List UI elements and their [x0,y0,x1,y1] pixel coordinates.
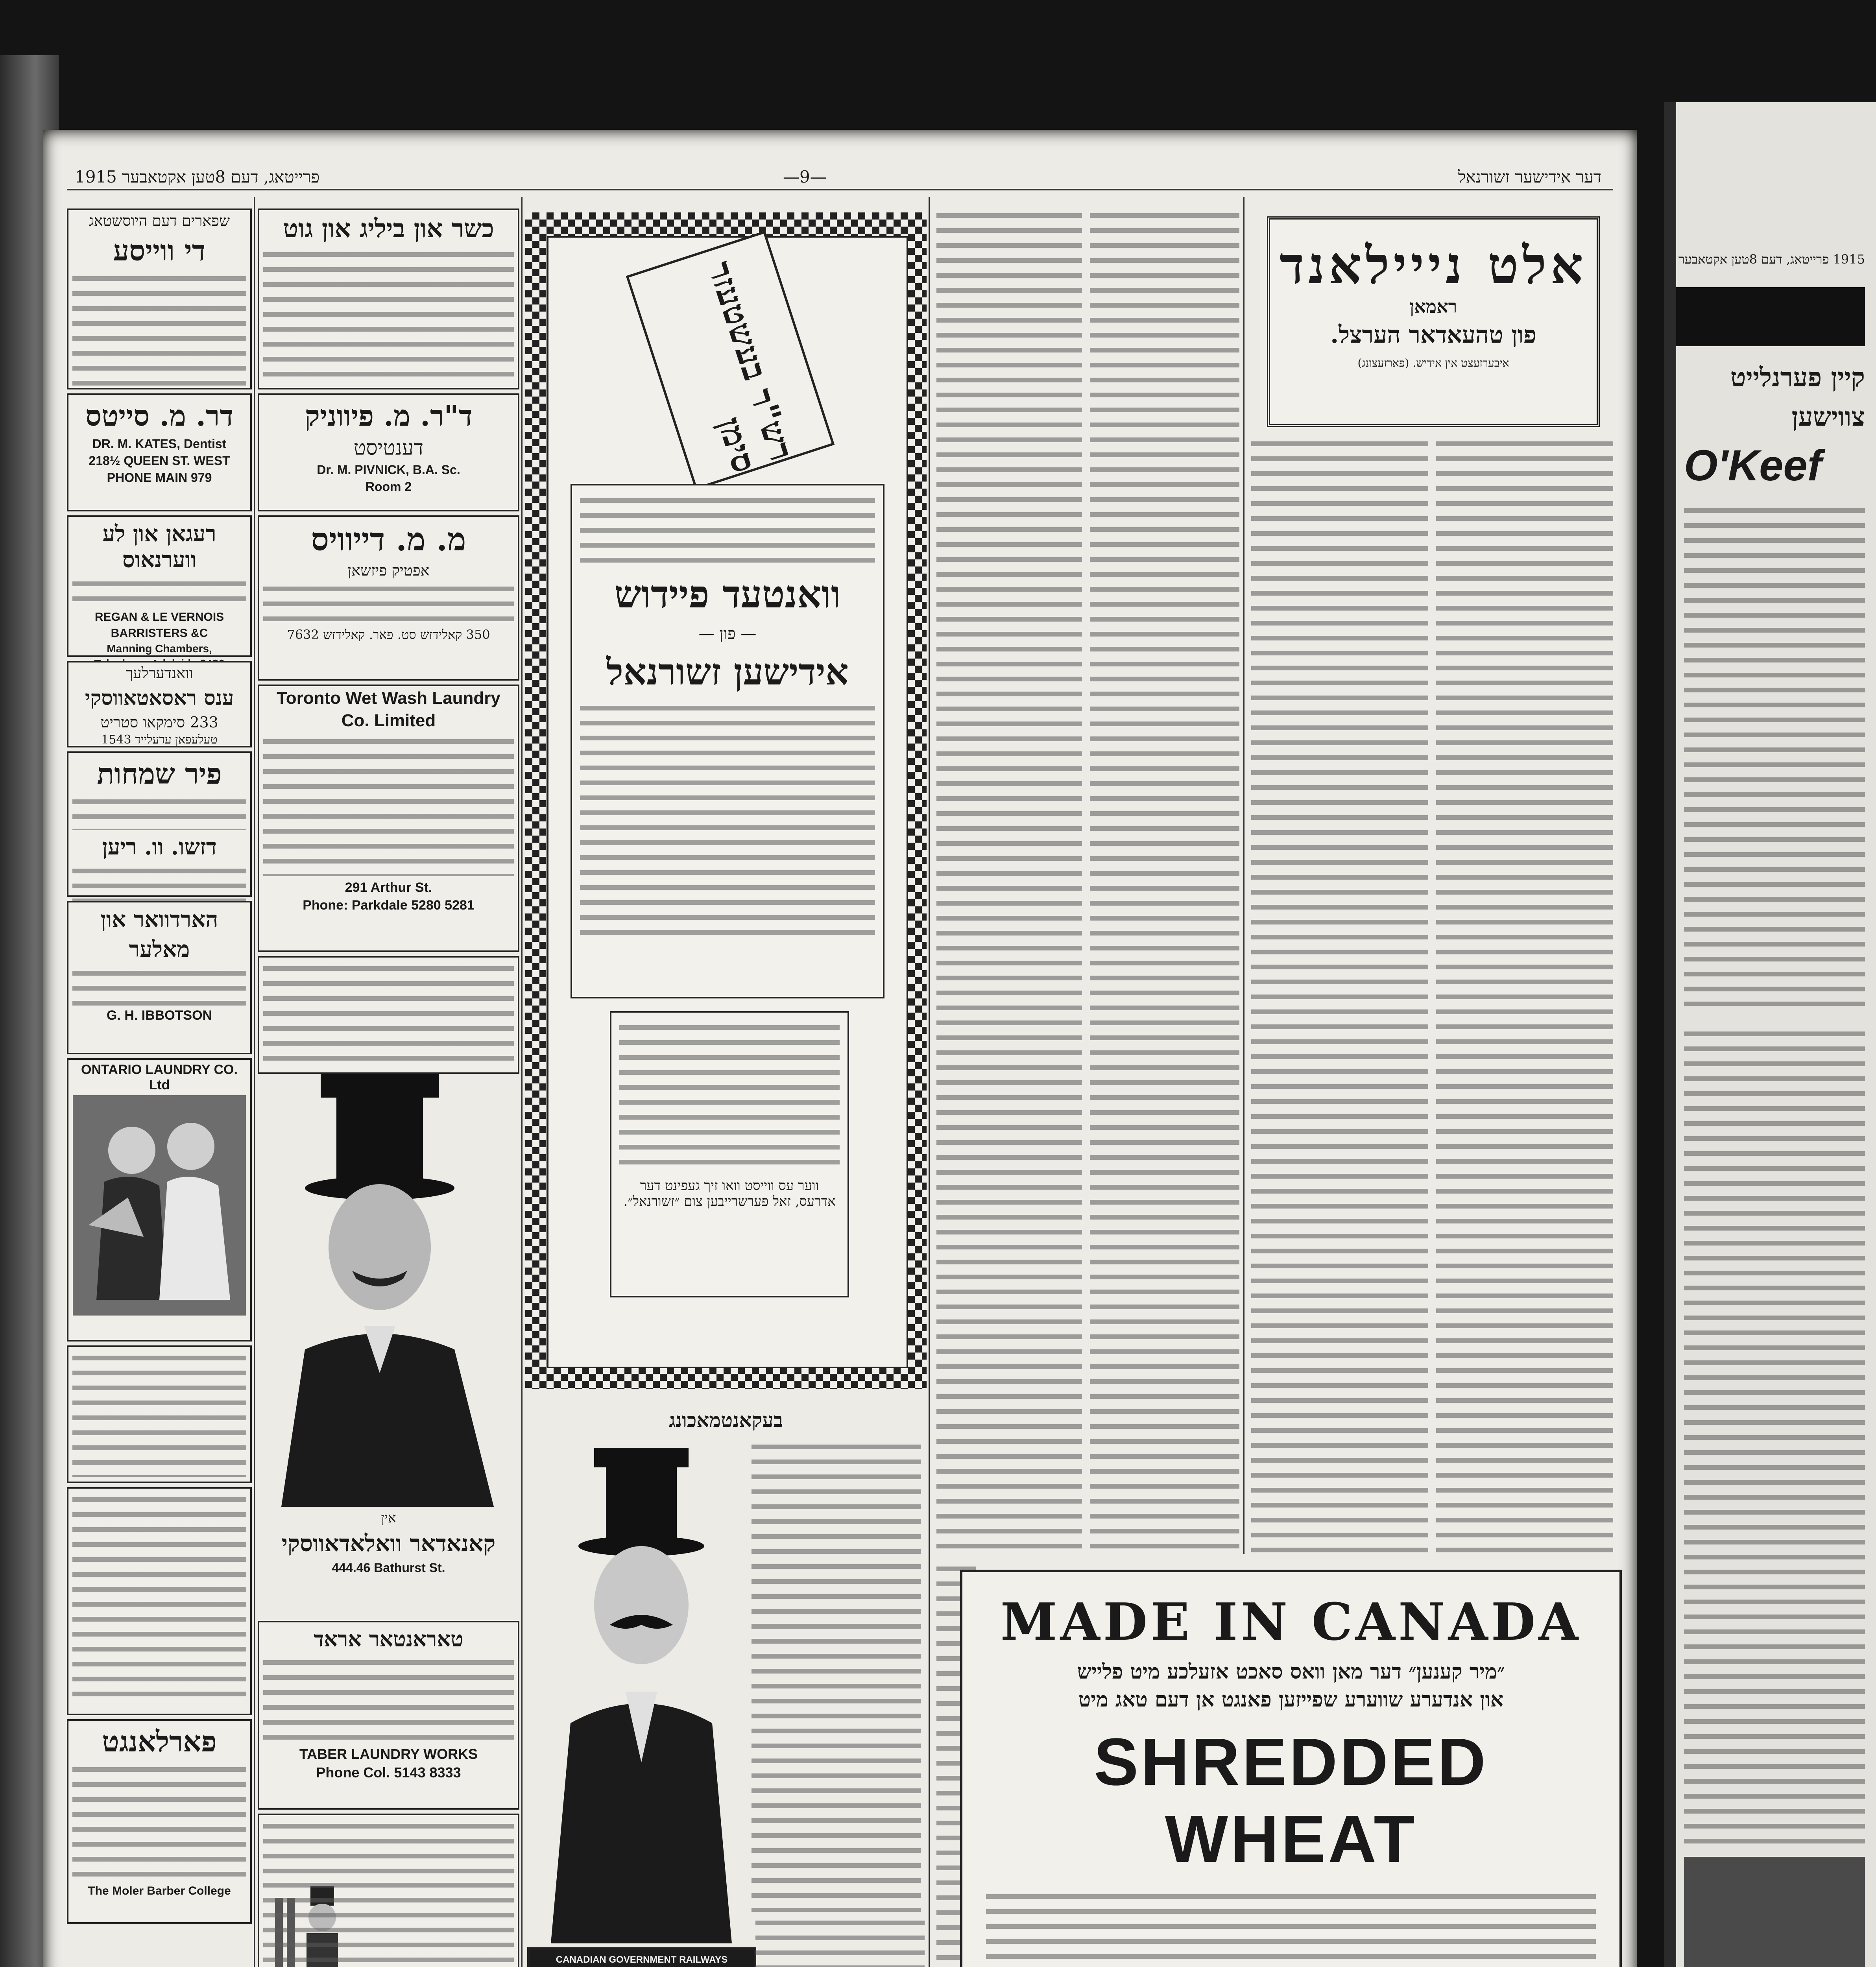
shredded-wheat-ad [960,1570,1622,1967]
ad-text: REGAN & LE VERNOIS [94,611,224,624]
ad-title: רעגאן און לע ווערנאוס [102,521,216,573]
ad-title: טאראנטאר אראד [314,1626,463,1651]
man-portrait [258,1074,519,1507]
ad-text: G. H. IBBOTSON [106,1008,212,1023]
intercolonial-ad [527,1947,756,1967]
ad-simchos [67,751,252,897]
adjacent-date: 1915 פרייטאג, דעם 8טען אקטאבער [1678,252,1865,267]
serial-column-b [1251,437,1428,1554]
man-in-top-hat [539,1440,744,1943]
column-rule [521,197,523,1967]
adjacent-brand: O'Keef [1684,441,1822,490]
banner-text: רש"ר בעשטעזר סימן [700,256,801,477]
ad-small-notice [67,1345,252,1483]
ad-dr-kates [67,393,252,511]
adjacent-page [1664,102,1876,1967]
ad-title: ד"ר. מ. פיווניק [305,399,473,432]
adjacent-black-bar [1676,287,1865,346]
serial-title: אלט נייילאנד [1280,235,1587,295]
ad-text: 291 Arthur St. [345,880,432,895]
ad-title: Toronto Wet Wash Laundry [277,688,500,708]
ad-vaiteise: שפארים דעם היוסשטאג די ווייסע [67,209,252,389]
wanted-notice-text: ווער עס ווייסט וואו זיך געפינט דער אדרעס, זאל פערשרייבען צום ״זשורנאל״. [623,1178,836,1209]
ad-text: טעלעפאן עדעלייד 1543 [101,733,218,747]
ad-text: ״מיר קענען״ דער מאן וואס סאכט אזעלכע מיט פלייש [1077,1660,1505,1684]
wanted-title: אידישען זשורנאל [606,651,849,693]
ad-title: כשר און ביליג און גוט [283,214,494,244]
ad-title: דר. מ. סייטס [85,399,234,432]
header-rule [67,189,1613,190]
ad-title: פיר שמחות [97,757,222,790]
adjacent-heading: קיין פערנלייט [1730,362,1865,393]
ad-title: ענס ראסאטאווסקי [85,686,234,710]
column-rule [1243,197,1245,1554]
ad-title: פארלאנגט [102,1725,217,1758]
ad-text: Manning Chambers, [107,642,212,655]
ad-text: CANADIAN GOVERNMENT RAILWAYS [556,1954,728,1965]
ad-title: קאנאדאר וואלאדאווסקי [281,1530,496,1557]
column-text [755,1916,925,1967]
newspaper-page [43,130,1637,1967]
ad-notice [258,956,519,1074]
ad-rosatovsky [67,661,252,747]
laundry-illustration [73,1095,246,1316]
ad-title: מ. מ. דייוויס [311,521,466,558]
serial-subtitle: ראמאן [1409,296,1457,317]
story-column-b [1090,209,1239,1554]
ad-text: 218½ QUEEN ST. WEST [89,453,230,468]
adjacent-photo [1684,1857,1865,1967]
ad-text: Room 2 [365,479,412,494]
ad-text: Dr. M. PIVNICK, B.A. Sc. [317,462,460,477]
ad-text: Phone Col. 5143 8333 [316,1764,461,1781]
serial-title-box [1267,216,1600,427]
ad-pivnick [258,393,519,511]
serial-author: פון טהעאדאר הערצל. [1330,321,1536,349]
wanted-notice [571,484,884,998]
ad-text: DR. M. KATES, Dentist [92,437,227,451]
ad-text: Phone: Parkdale 5280 5281 [303,898,475,913]
ad-headline: MADE IN CANADA [1000,1592,1582,1652]
ad-text: TABER LAUNDRY WORKS [299,1746,478,1762]
ad-title: די ווייסע [113,233,206,267]
announcement-body [752,1440,921,1912]
page-number: —9— [783,167,827,186]
ad-toronto-wet-wash [258,685,519,952]
ad-product: SHREDDED WHEAT [1093,1725,1488,1877]
ad-text: 444.46 Bathurst St. [332,1561,445,1575]
ad-title: מאלער [129,936,190,962]
ad-text: וואנדערלעך [126,664,193,682]
ad-text: 233 סימקאו סטריט [100,713,218,731]
ad-text: דענטיסט [353,436,424,460]
serial-note: איבערזעצט אין אידיש. (פארזעצונג) [1357,356,1509,369]
ad-hardware [67,901,252,1054]
ad-kosher [258,209,519,389]
ad-text: 350 קאלידזש סט. פאר. קאלידזש 7632 [287,627,490,642]
ad-title: דזשו. וו. ריען [102,834,217,860]
adjacent-text [1684,504,1865,1015]
story-column-a [936,209,1082,1554]
ad-taber-laundry [258,1621,519,1810]
wanted-reply-box [610,1011,849,1297]
adjacent-text [1684,1027,1865,1853]
ad-title: הארדוואר און [100,906,218,932]
date-line: פרייטאג, דעם 8טען אקטאבער 1915 [75,167,320,186]
ad-volodavsky: אין קאנאדאר וואלאדאווסקי 444.46 Bathurst St. [258,1074,519,1617]
ad-window-cleaning [258,1814,519,1967]
ad-text: BARRISTERS &C [111,626,208,640]
ad-barber [67,1719,252,1924]
column-rule [929,197,930,1967]
ad-ontario-laundry [67,1058,252,1341]
ad-title: ONTARIO LAUNDRY CO. Ltd [81,1062,238,1093]
adjacent-heading: צווישען [1791,401,1865,432]
ad-davis [258,515,519,681]
ad-text: PHONE MAIN 979 [107,470,212,485]
wanted-title: וואנטעד פיידוש [614,572,841,616]
ad-text: The Moler Barber College [88,1884,231,1897]
ad-title: Co. Limited [341,710,436,730]
masthead-title: דער אידישער זשורנאל [1458,167,1601,186]
ad-text: אפטיק פיזשאן [347,562,430,579]
ad-ventilation [67,1487,252,1715]
ad-text: און אנדערע שווערע שפייזען פאנגט אן דעם טאג מיט [1078,1688,1504,1712]
wanted-sub: — פון — [698,625,757,643]
ad-regan [67,515,252,657]
column-rule [254,197,255,1967]
announcement-title: בעקאנטמאכונג [669,1408,783,1432]
serial-column-a [1436,437,1613,1554]
